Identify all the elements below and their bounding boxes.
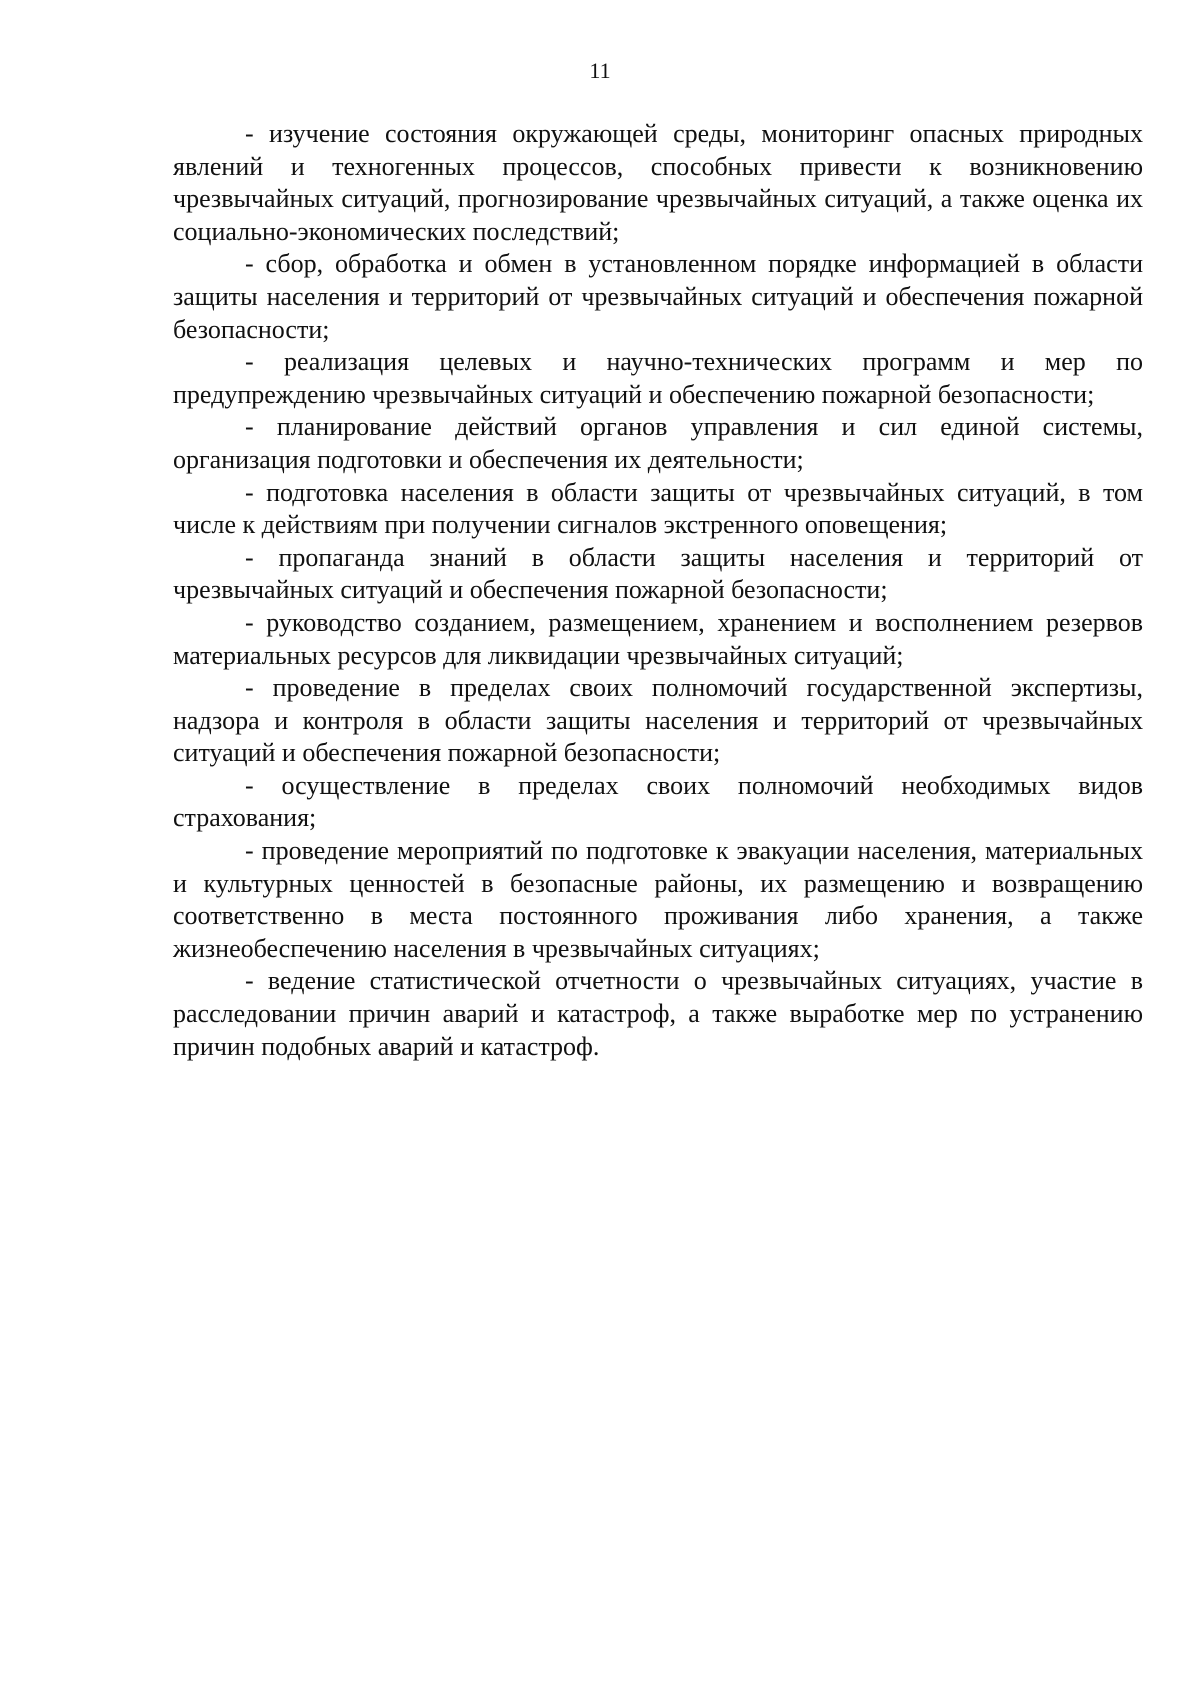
list-item: - планирование действий органов управления и сил единой системы, организация подготовки и обеспечения их деятельности; — [173, 412, 1143, 474]
list-item: - проведение в пределах своих полномочий государственной экспертизы, надзора и контроля в области защиты населения и территорий от чрезвычайных ситуаций и обеспечения пожарной безопасности; — [173, 673, 1143, 768]
list-item: - проведение мероприятий по подготовке к эвакуации населения, материальных и культурных ценностей в безопасные районы, их размещению и возвращению соответственно в места постоянного проживания либо хранения, а также жизнеобеспечению населения в чрезвычайных ситуациях; — [173, 836, 1143, 963]
list-item: - ведение статистической отчетности о чрезвычайных ситуациях, участие в расследовании причин аварий и катастроф, а также выработке мер по устранению причин подобных аварий и катастроф. — [173, 966, 1143, 1061]
list-item: - изучение состояния окружающей среды, мониторинг опасных природных явлений и техногенных процессов, способных привести к возникновению чрезвычайных ситуаций, прогнозирование чрезвычайных ситуаций, а также оценка их социально-экономических последствий; — [173, 119, 1143, 246]
list-item: - осуществление в пределах своих полномочий необходимых видов страхования; — [173, 770, 1143, 833]
list-item: - руководство созданием, размещением, хранением и восполнением резервов материальных ресурсов для ликвидации чрезвычайных ситуаций; — [173, 607, 1143, 670]
list-item: - пропаганда знаний в области защиты населения и территорий от чрезвычайных ситуаций и обеспечения пожарной безопасности; — [173, 542, 1143, 605]
page-number: 11 — [589, 58, 611, 83]
document-body — [173, 118, 1143, 1063]
list-item: - сбор, обработка и обмен в установленном порядке информацией в области защиты населения и территорий от чрезвычайных ситуаций и обеспечения пожарной безопасности; — [173, 249, 1143, 344]
list-item: - подготовка населения в области защиты от чрезвычайных ситуаций, в том числе к действиям при получении сигналов экстренного оповещения; — [173, 477, 1143, 540]
list-item: - реализация целевых и научно-технических программ и мер по предупреждению чрезвычайных ситуаций и обеспечению пожарной безопасности; — [173, 347, 1143, 409]
